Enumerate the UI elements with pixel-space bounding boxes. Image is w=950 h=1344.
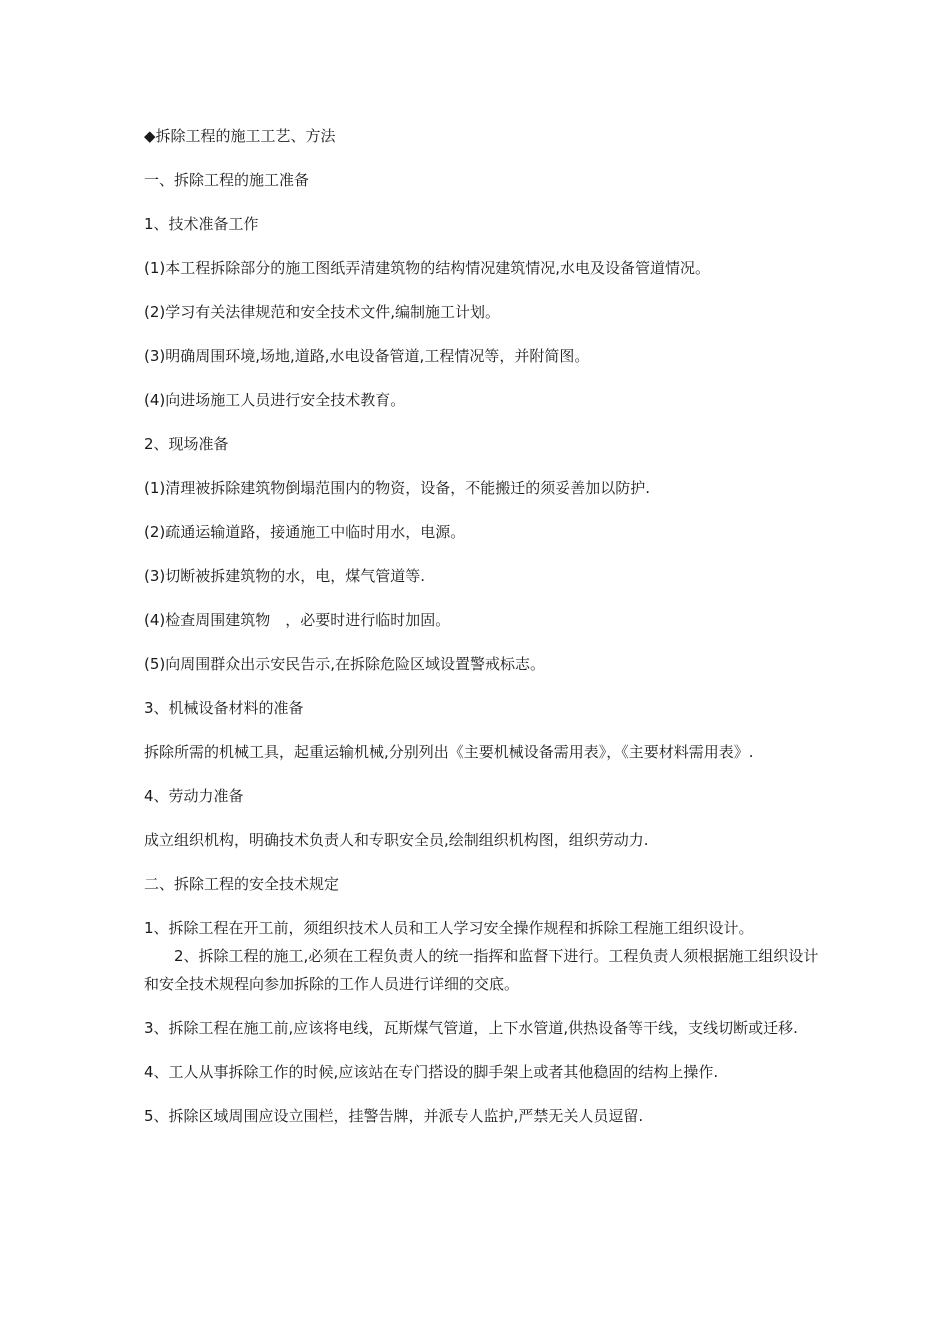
list-item: (3)明确周围环境,场地,道路,水电设备管道,工程情况等，并附简图。 [144,347,590,365]
section-heading: ◆拆除工程的施工工艺、方法 [144,127,336,145]
document-body [144,122,824,1146]
list-item: (3)切断被拆建筑物的水，电，煤气管道等. [144,567,426,585]
list-item: (5)向周围群众出示安民告示,在拆除危险区域设置警戒标志。 [144,655,546,673]
subsection-heading: 4、劳动力准备 [144,787,244,805]
list-item: 2、拆除工程的施工,必须在工程负责人的统一指挥和监督下进行。工程负责人须根据施工组织设计和安全技术规程向参加拆除的工作人员进行详细的交底。 [144,947,819,993]
subsection-heading: 1、技术准备工作 [144,215,259,233]
chapter-heading: 一、拆除工程的施工准备 [144,171,310,189]
subsection-heading: 2、现场准备 [144,435,229,453]
list-item: 5、拆除区域周围应设立围栏，挂警告牌，并派专人监护,严禁无关人员逗留. [144,1107,644,1125]
list-item: (1)本工程拆除部分的施工图纸弄清建筑物的结构情况建筑情况,水电及设备管道情况。 [144,259,711,277]
body-paragraph: 拆除所需的机械工具，起重运输机械,分别列出《主要机械设备需用表》，《主要材料需用表》. [144,743,754,761]
list-item: (4)向进场施工人员进行安全技术教育。 [144,391,406,409]
list-item: 4、工人从事拆除工作的时候,应该站在专门搭设的脚手架上或者其他稳固的结构上操作. [144,1063,719,1081]
chapter-heading: 二、拆除工程的安全技术规定 [144,875,340,893]
list-item: (4)检查周围建筑物 ，必要时进行临时加固。 [144,611,451,629]
list-item: (1)清理被拆除建筑物倒塌范围内的物资，设备，不能搬迁的须妥善加以防护. [144,479,651,497]
body-paragraph: 成立组织机构，明确技术负责人和专职安全员,绘制组织机构图，组织劳动力. [144,831,649,849]
subsection-heading: 3、机械设备材料的准备 [144,699,304,717]
list-item: (2)学习有关法律规范和安全技术文件,编制施工计划。 [144,303,501,321]
list-item: 3、拆除工程在施工前,应该将电线，瓦斯煤气管道，上下水管道,供热设备等干线，支线切断或迁移. [144,1019,798,1037]
list-item: 1、拆除工程在开工前，须组织技术人员和工人学习安全操作规程和拆除工程施工组织设计。 [144,919,754,937]
list-item: (2)疏通运输道路，接通施工中临时用水，电源。 [144,523,466,541]
